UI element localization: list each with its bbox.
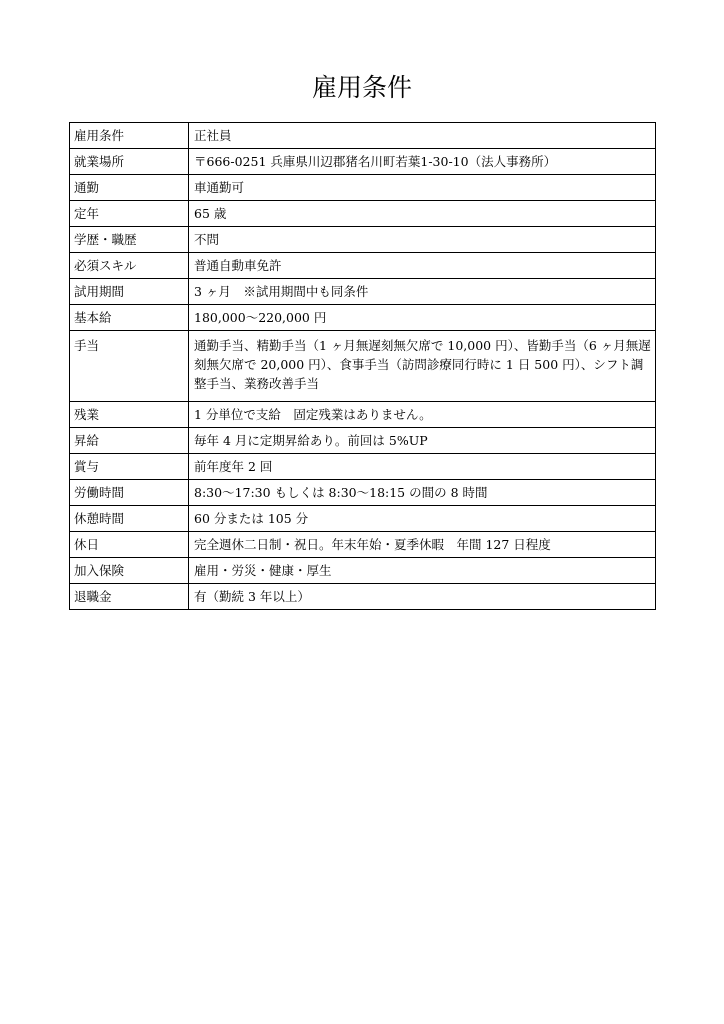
row-label: 学歴・職歴: [70, 227, 189, 253]
row-value: 〒666-0251 兵庫県川辺郡猪名川町若葉1-30-10（法人事務所）: [189, 149, 656, 175]
row-value: 通勤手当、精勤手当（1 ヶ月無遅刻無欠席で 10,000 円）、皆勤手当（6 ヶ月無遅刻無欠席で 20,000 円）、食事手当（訪問診療同行時に 1 日 500 円）、シフト調整手当、業務改善手当: [189, 331, 656, 402]
row-label: 就業場所: [70, 149, 189, 175]
row-value: 雇用・労災・健康・厚生: [189, 558, 656, 584]
table-row: [70, 149, 656, 175]
row-label: 定年: [70, 201, 189, 227]
row-value: 正社員: [189, 123, 656, 149]
row-value: 完全週休二日制・祝日。年末年始・夏季休暇 年間 127 日程度: [189, 532, 656, 558]
table-row: [70, 331, 656, 402]
row-label: 試用期間: [70, 279, 189, 305]
table-row: [70, 558, 656, 584]
row-value: 毎年 4 月に定期昇給あり。前回は 5%UP: [189, 428, 656, 454]
table-row: [70, 123, 656, 149]
row-value: 有（勤続 3 年以上）: [189, 584, 656, 610]
row-label: 雇用条件: [70, 123, 189, 149]
row-value: 60 分または 105 分: [189, 506, 656, 532]
row-value: 車通勤可: [189, 175, 656, 201]
row-value: 前年度年 2 回: [189, 454, 656, 480]
row-value: 8:30～17:30 もしくは 8:30～18:15 の間の 8 時間: [189, 480, 656, 506]
table-row: [70, 480, 656, 506]
table-row: [70, 279, 656, 305]
table-row: [70, 532, 656, 558]
row-label: 必須スキル: [70, 253, 189, 279]
row-value: 65 歳: [189, 201, 656, 227]
row-label: 賞与: [70, 454, 189, 480]
row-label: 昇給: [70, 428, 189, 454]
table-row: [70, 584, 656, 610]
employment-conditions-table: [69, 122, 656, 610]
row-value: 不問: [189, 227, 656, 253]
table-row: [70, 428, 656, 454]
table-row: [70, 253, 656, 279]
row-label: 基本給: [70, 305, 189, 331]
row-value: 180,000～220,000 円: [189, 305, 656, 331]
row-label: 休憩時間: [70, 506, 189, 532]
row-label: 加入保険: [70, 558, 189, 584]
table-row: [70, 201, 656, 227]
table-row: [70, 305, 656, 331]
table-body: [70, 123, 656, 610]
row-label: 手当: [70, 331, 189, 402]
table-row: [70, 506, 656, 532]
table-row: [70, 175, 656, 201]
page-title: 雇用条件: [311, 73, 412, 102]
row-value: 普通自動車免許: [189, 253, 656, 279]
row-value: 1 分単位で支給 固定残業はありません。: [189, 402, 656, 428]
table-row: [70, 227, 656, 253]
row-label: 労働時間: [70, 480, 189, 506]
row-label: 通勤: [70, 175, 189, 201]
table-row: [70, 454, 656, 480]
row-label: 休日: [70, 532, 189, 558]
row-label: 退職金: [70, 584, 189, 610]
row-label: 残業: [70, 402, 189, 428]
row-value: 3 ヶ月 ※試用期間中も同条件: [189, 279, 656, 305]
table-row: [70, 402, 656, 428]
